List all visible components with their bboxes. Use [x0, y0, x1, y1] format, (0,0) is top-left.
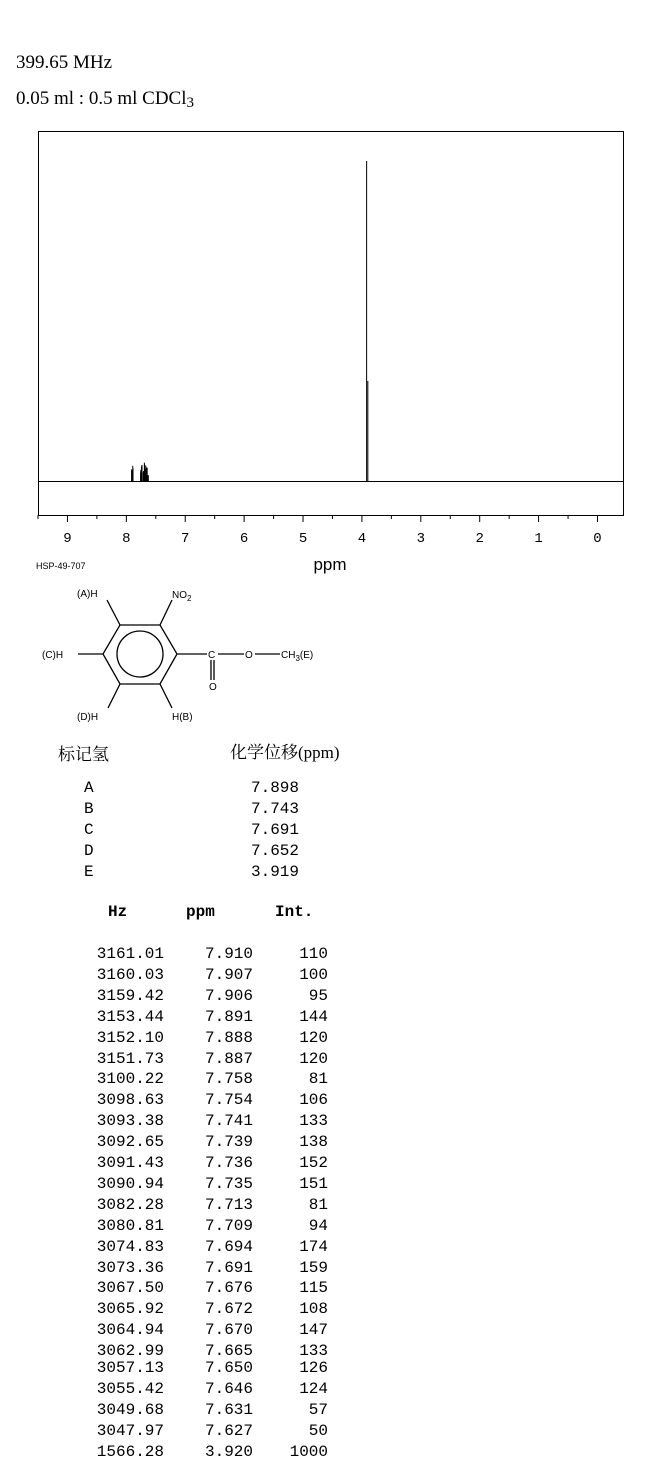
cell-int: 108	[299, 1300, 328, 1319]
cell-ppm: 7.907	[204, 965, 253, 984]
bond-ha	[107, 600, 120, 625]
assignment-shift: 7.691	[250, 821, 299, 839]
bond-hb	[160, 684, 172, 708]
cell-ppm: 7.758	[204, 1070, 253, 1089]
assignment-shift-header: 化学位移(ppm)	[230, 743, 340, 762]
label-carbonyl-oxygen: O	[209, 682, 217, 693]
peak-group	[132, 161, 368, 481]
cell-hz: 3152.10	[96, 1028, 164, 1047]
cell-ppm: 7.691	[204, 1258, 253, 1277]
tick-label-6: 3	[416, 531, 426, 547]
cell-int: 133	[299, 1342, 328, 1361]
cell-hz: 3080.81	[96, 1216, 164, 1235]
cell-ppm: 7.672	[204, 1300, 253, 1319]
label-no2	[172, 590, 192, 603]
cell-int: 120	[299, 1049, 328, 1068]
cell-int: 81	[308, 1195, 328, 1214]
cell-int: 1000	[289, 1442, 328, 1461]
assignment-label-header: 标记氢	[58, 745, 109, 764]
assignment-shift: 7.898	[250, 779, 299, 797]
molecule-structure	[0, 580, 360, 730]
cell-int: 138	[299, 1133, 328, 1152]
tick-label-2: 7	[181, 531, 190, 547]
cell-hz: 3098.63	[96, 1091, 164, 1110]
cell-int: 147	[299, 1321, 328, 1340]
cell-hz: 3057.13	[96, 1359, 164, 1378]
cell-int: 144	[299, 1007, 328, 1026]
cell-hz: 3047.97	[96, 1421, 164, 1440]
plot-frame	[39, 132, 624, 516]
label-no2-sub: 2	[187, 594, 192, 603]
nmr-spectrum-chart	[0, 0, 652, 580]
assignment-label: B	[84, 800, 94, 818]
cell-int: 174	[299, 1237, 328, 1256]
assignment-shift: 7.652	[250, 842, 299, 860]
cell-int: 159	[299, 1258, 328, 1277]
cell-ppm: 7.676	[204, 1279, 253, 1298]
cell-int: 100	[299, 965, 328, 984]
header-hz: Hz	[108, 903, 128, 921]
cell-int: 124	[299, 1380, 328, 1398]
cell-int: 81	[308, 1070, 328, 1089]
cell-int: 94	[308, 1216, 328, 1235]
cell-ppm: 7.670	[204, 1321, 253, 1340]
label-no2-main: NO	[172, 590, 187, 601]
tick-label-7: 2	[475, 531, 484, 547]
assignment-shift: 3.919	[250, 863, 299, 881]
tick-label-3: 6	[239, 531, 249, 547]
aromatic-circle	[117, 631, 163, 677]
cell-hz: 3092.65	[96, 1133, 164, 1152]
assignment-label: D	[84, 842, 94, 860]
solvent-subscript: 3	[186, 95, 194, 111]
cell-int: 106	[299, 1091, 328, 1110]
label-ch3	[281, 650, 313, 663]
cell-ppm: 7.665	[204, 1342, 253, 1361]
cell-ppm: 7.627	[204, 1421, 253, 1440]
cell-ppm: 7.754	[204, 1091, 253, 1110]
cell-hz: 3067.50	[96, 1279, 164, 1298]
cell-ppm: 7.906	[204, 986, 253, 1005]
cell-hz: 3153.44	[96, 1007, 164, 1026]
cell-ppm: 7.631	[204, 1400, 253, 1419]
label-ch3-tag: (E)	[299, 650, 314, 661]
cell-int: 151	[299, 1174, 328, 1193]
tick-label-0: 9	[63, 531, 72, 547]
cell-int: 95	[308, 986, 328, 1005]
tick-label-9: 0	[593, 531, 602, 547]
label-hb: H(B)	[172, 712, 193, 723]
cell-hz: 1566.28	[96, 1442, 164, 1461]
tick-label-1: 8	[122, 531, 131, 547]
header-int: Int.	[275, 903, 314, 921]
cell-hz: 3082.28	[96, 1195, 164, 1214]
header-ppm: ppm	[186, 903, 215, 921]
tick-label-5: 4	[357, 531, 367, 547]
cell-ppm: 7.741	[204, 1112, 253, 1131]
cell-ppm: 7.709	[204, 1216, 253, 1235]
assignment-shift: 7.743	[250, 800, 299, 818]
cell-ppm: 7.713	[204, 1195, 253, 1214]
cell-ppm: 7.739	[204, 1133, 253, 1152]
cell-hz: 3062.99	[96, 1342, 164, 1361]
cell-hz: 3100.22	[96, 1070, 164, 1089]
spectrum-code: HSP-49-707	[36, 561, 86, 571]
cell-hz: 3160.03	[96, 965, 164, 984]
cell-ppm: 7.694	[204, 1237, 253, 1256]
label-oxygen: O	[245, 650, 253, 661]
tick-label-4: 5	[298, 531, 308, 547]
x-axis-ticks	[38, 515, 602, 547]
cell-hz: 3151.73	[96, 1049, 164, 1068]
assignment-label: A	[84, 779, 94, 797]
cell-int: 110	[299, 945, 328, 963]
assignment-label: C	[84, 821, 94, 839]
cell-hz: 3055.42	[96, 1380, 164, 1398]
cell-ppm: 3.920	[204, 1442, 253, 1461]
cell-int: 152	[299, 1154, 328, 1172]
solvent-text: 0.05 ml : 0.5 ml CDCl	[16, 88, 187, 109]
cell-hz: 3049.68	[96, 1400, 164, 1419]
cell-int: 133	[299, 1112, 328, 1131]
cell-int: 126	[299, 1359, 328, 1378]
bond-no2	[160, 600, 172, 625]
bond-hd	[108, 684, 120, 708]
label-ch3-main: CH	[281, 650, 296, 661]
cell-hz: 3161.01	[96, 945, 164, 963]
cell-ppm: 7.646	[204, 1380, 253, 1398]
cell-ppm: 7.736	[204, 1154, 253, 1172]
cell-ppm: 7.735	[204, 1174, 253, 1193]
benzene-ring	[103, 625, 177, 684]
cell-hz: 3159.42	[96, 986, 164, 1005]
label-ha: (A)H	[77, 589, 98, 600]
cell-hz: 3073.36	[96, 1258, 164, 1277]
cell-int: 57	[308, 1400, 328, 1419]
cell-int: 120	[299, 1028, 328, 1047]
assignment-label: E	[84, 863, 94, 881]
cell-hz: 3093.38	[96, 1112, 164, 1131]
label-ch3-sub: 3	[295, 654, 300, 663]
cell-ppm: 7.888	[204, 1028, 253, 1047]
cell-int: 115	[299, 1279, 328, 1298]
cell-ppm: 7.650	[204, 1359, 253, 1378]
cell-hz: 3091.43	[96, 1154, 164, 1172]
cell-ppm: 7.910	[204, 945, 253, 963]
cell-hz: 3074.83	[96, 1237, 164, 1256]
label-hc: (C)H	[42, 650, 64, 661]
cell-ppm: 7.887	[204, 1049, 253, 1068]
label-hd: (D)H	[77, 712, 99, 723]
spectrometer-frequency: 399.65 MHz	[16, 52, 113, 73]
cell-hz: 3090.94	[96, 1174, 164, 1193]
cell-hz: 3065.92	[96, 1300, 164, 1319]
label-carbon: C	[208, 650, 216, 661]
cell-int: 50	[308, 1421, 328, 1440]
tick-label-8: 1	[534, 531, 543, 547]
cell-ppm: 7.891	[204, 1007, 253, 1026]
cell-hz: 3064.94	[96, 1321, 164, 1340]
x-axis-label: ppm	[313, 555, 347, 574]
